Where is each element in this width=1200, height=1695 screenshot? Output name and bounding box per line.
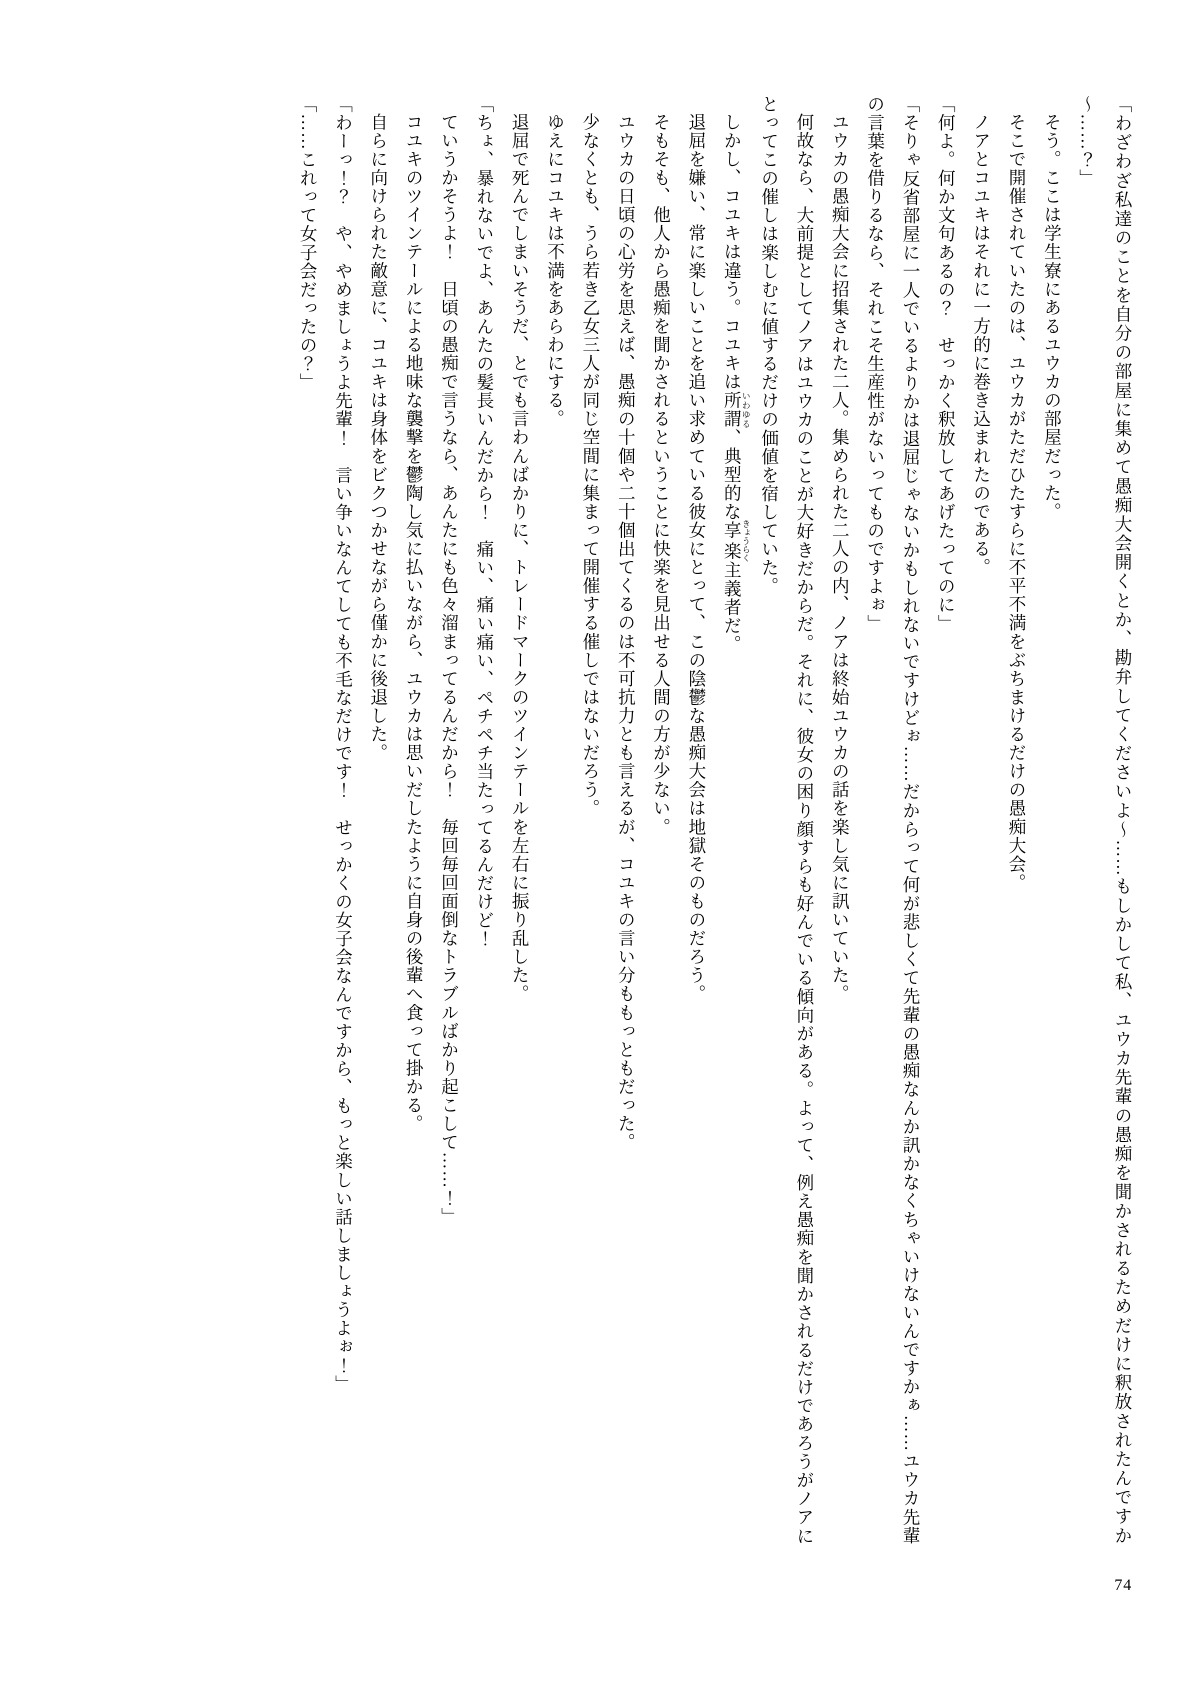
- vertical-text-body: [55, 95, 1140, 1545]
- paragraph: 「そりゃ反省部屋に一人でいるよりかは退屈じゃないかもしれないですけどぉ……だからって何が悲しくて先輩の愚痴なんか訊かなくちゃいけないんですかぁ……ユウカ先輩の言葉を借りるなら、それこそ生産性がないってものですよぉ」: [865, 95, 921, 1545]
- paragraph: そこで開催されていたのは、ユウカがただひたすらに不平不満をぶちまけるだけの愚痴大会。: [1006, 112, 1027, 892]
- paragraph: しかし、コユキは違う。コユキは所謂 いわゆる、典型的な享楽 きょうらく主義者だ。: [722, 112, 752, 654]
- paragraph: ユウカの愚痴大会に招集された二人。集められた二人の内、ノアは終始ユウカの話を楽し気に訊いていた。: [830, 112, 851, 1003]
- paragraph: 「何よ。何か文句あるの？ せっかく釈放してあげたってのに」: [936, 95, 957, 633]
- paragraph: 退屈を嫌い、常に楽しいことを追い求めている彼女にとって、この陰鬱な愚痴大会は地獄そのものだろう。: [686, 112, 707, 1003]
- paragraph: 自らに向けられた敵意に、コユキは身体をビクつかせながら僅かに後退した。: [368, 112, 389, 762]
- paragraph: そう。ここは学生寮にあるユウカの部屋だった。: [1042, 112, 1063, 521]
- paragraph: 「……これって女子会だったの？」: [298, 95, 319, 392]
- paragraph: ゆえにコユキは不満をあらわにする。: [545, 112, 566, 428]
- paragraph: ていうかそうよ！ 日頃の愚痴で言うなら、あんたにも色々溜まってるんだから！ 毎回毎回面倒なトラブルばかり起こして……！」: [439, 112, 460, 1226]
- paragraph: 退屈で死んでしまいそうだ、とでも言わんばかりに、トレードマークのツインテールを左右に振り乱した。: [510, 112, 531, 1003]
- paragraph: 「ちょ、暴れないでよ、あんたの髪長いんだから！ 痛い、痛い痛い、ペチペチ当たってるんだけど！: [474, 95, 495, 949]
- paragraph: 「わざわざ私達のことを自分の部屋に集めて愚痴大会開くとか、勘弁してくださいよ～……もしかして私、ユウカ先輩の愚痴を聞かされるためだけに釈放されたんですか～……？」: [1077, 95, 1133, 1545]
- paragraph: コユキのツインテールによる地味な襲撃を鬱陶し気に払いながら、ユウカは思いだしたように自身の後輩へ食って掛かる。: [404, 112, 425, 1133]
- paragraph: 少なくとも、うら若き乙女三人が同じ空間に集まって開催する催しではないだろう。: [580, 112, 601, 818]
- page-number: 74: [1114, 1577, 1132, 1594]
- paragraph: 何故なら、大前提としてノアはユウカのことが大好きだからだ。それに、彼女の困り顔すらも好んでいる傾向がある。よって、例え愚痴を聞かされるだけであろうがノアにとってこの催しは楽しむに値するだけの価値を宿していた。: [759, 95, 815, 1545]
- paragraph: 「わーっ！？ や、やめましょうよ先輩！ 言い争いなんてしても不毛なだけです！ せっかくの女子会なんですから、もっと楽しい話しましょうよぉ！」: [333, 95, 354, 1394]
- paragraph: ノアとコユキはそれに一方的に巻き込まれたのである。: [971, 112, 992, 577]
- paragraph: ユウカの日頃の心労を思えば、愚痴の十個や二十個出てくるのは不可抗力とも言えるが、コユキの言い分ももっともだった。: [616, 112, 637, 1152]
- paragraph: そもそも、他人から愚痴を聞かされるということに快楽を見出せる人間の方が少ない。: [651, 112, 672, 836]
